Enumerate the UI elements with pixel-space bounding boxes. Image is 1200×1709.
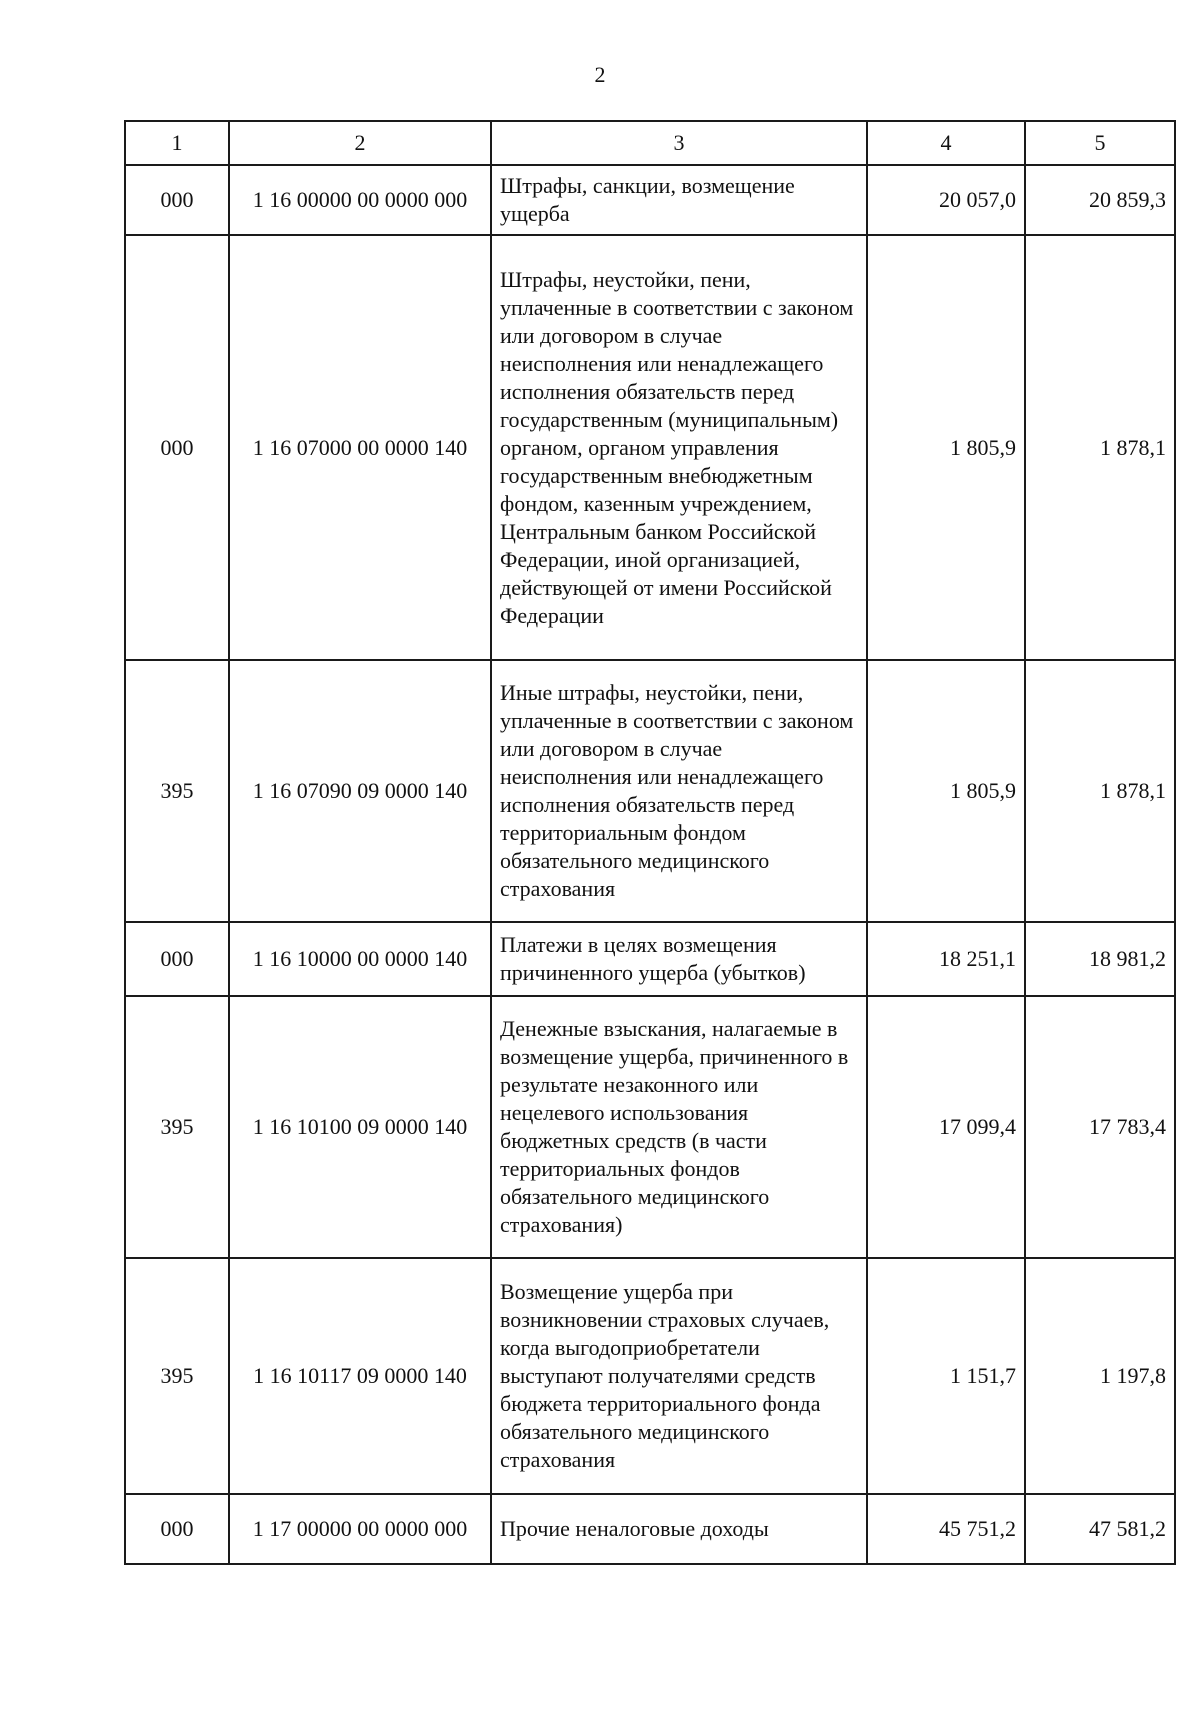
budget-code-cell: 1 16 00000 00 0000 000 xyxy=(229,165,491,235)
budget-code-cell: 1 16 10100 09 0000 140 xyxy=(229,996,491,1258)
income-name-cell: Иные штрафы, неустойки, пени, уплаченные в соответствии с законом или договором в случае неисполнения или ненадлежащего исполнения обязательств перед территориальным фондом обязательного медицинского страхования xyxy=(491,660,867,922)
amount-col4-cell: 1 805,9 xyxy=(867,235,1025,660)
column-header-3: 3 xyxy=(491,121,867,165)
table-row xyxy=(125,235,1175,660)
amount-col5-cell: 17 783,4 xyxy=(1025,996,1175,1258)
amount-col5-cell: 18 981,2 xyxy=(1025,922,1175,996)
admin-code-cell: 000 xyxy=(125,165,229,235)
table-row xyxy=(125,1258,1175,1494)
admin-code-cell: 000 xyxy=(125,1494,229,1564)
amount-col4-cell: 1 151,7 xyxy=(867,1258,1025,1494)
amount-col5-cell: 1 878,1 xyxy=(1025,235,1175,660)
amount-col5-cell: 1 197,8 xyxy=(1025,1258,1175,1494)
table-row xyxy=(125,165,1175,235)
column-header-4: 4 xyxy=(867,121,1025,165)
admin-code-cell: 000 xyxy=(125,235,229,660)
income-name-cell: Платежи в целях возмещения причиненного ущерба (убытков) xyxy=(491,922,867,996)
income-name-cell: Прочие неналоговые доходы xyxy=(491,1494,867,1564)
table-row xyxy=(125,996,1175,1258)
budget-code-cell: 1 16 07090 09 0000 140 xyxy=(229,660,491,922)
page-number: 2 xyxy=(594,62,606,87)
admin-code-cell: 395 xyxy=(125,660,229,922)
table-row xyxy=(125,1494,1175,1564)
amount-col5-cell: 47 581,2 xyxy=(1025,1494,1175,1564)
amount-col4-cell: 45 751,2 xyxy=(867,1494,1025,1564)
table-row xyxy=(125,922,1175,996)
budget-code-cell: 1 17 00000 00 0000 000 xyxy=(229,1494,491,1564)
revenue-table xyxy=(124,120,1176,1565)
header-row xyxy=(125,121,1175,165)
table-row xyxy=(125,660,1175,922)
amount-col4-cell: 18 251,1 xyxy=(867,922,1025,996)
amount-col4-cell: 1 805,9 xyxy=(867,660,1025,922)
column-header-1: 1 xyxy=(125,121,229,165)
income-name-cell: Штрафы, неустойки, пени, уплаченные в соответствии с законом или договором в случае неисполнения или ненадлежащего исполнения обязательств перед государственным (муниципальным) органом, органом управления государственным внебюджетным фондом, казенным учреждением, Центральным банком Российской Федерации, иной организацией, действующей от имени Российской Федерации xyxy=(491,235,867,660)
income-name-cell: Денежные взыскания, налагаемые в возмещение ущерба, причиненного в результате незаконного или нецелевого использования бюджетных средств (в части территориальных фондов обязательного медицинского страхования) xyxy=(491,996,867,1258)
income-name-cell: Штрафы, санкции, возмещение ущерба xyxy=(491,165,867,235)
budget-code-cell: 1 16 10000 00 0000 140 xyxy=(229,922,491,996)
admin-code-cell: 000 xyxy=(125,922,229,996)
column-header-2: 2 xyxy=(229,121,491,165)
table-body xyxy=(125,165,1175,1564)
admin-code-cell: 395 xyxy=(125,1258,229,1494)
income-name-cell: Возмещение ущерба при возникновении страховых случаев, когда выгодоприобретатели выступают получателями средств бюджета территориального фонда обязательного медицинского страхования xyxy=(491,1258,867,1494)
amount-col5-cell: 1 878,1 xyxy=(1025,660,1175,922)
column-header-5: 5 xyxy=(1025,121,1175,165)
amount-col4-cell: 20 057,0 xyxy=(867,165,1025,235)
table-header xyxy=(125,121,1175,165)
amount-col4-cell: 17 099,4 xyxy=(867,996,1025,1258)
amount-col5-cell: 20 859,3 xyxy=(1025,165,1175,235)
admin-code-cell: 395 xyxy=(125,996,229,1258)
budget-code-cell: 1 16 07000 00 0000 140 xyxy=(229,235,491,660)
budget-code-cell: 1 16 10117 09 0000 140 xyxy=(229,1258,491,1494)
